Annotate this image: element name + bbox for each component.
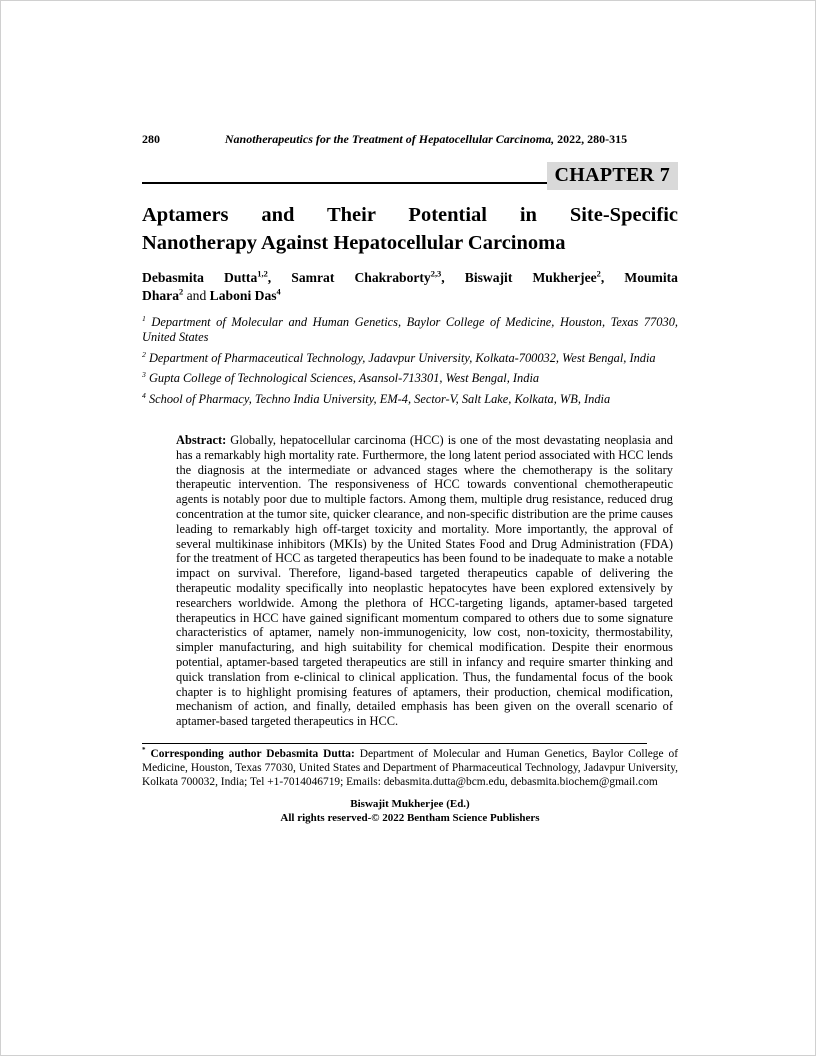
running-head <box>142 132 678 147</box>
affiliation-3: $^3$ Gupta College of Technological Sciences, Asansol-713301, West Bengal, India <box>142 370 540 386</box>
abstract: Abstract: Globally, hepatocellular carcinoma (HCC) is one of the most devastating neoplasia and has a remarkably high mortality rate. Furthermore, the long latent period associated with HCC lends the diagnosis at the intermediate or advanced stages where the chemotherapy is the solitary therapeutic intervention. The responsiveness of HCC towards conventional chemotherapeutic agents is notably poor due to multiple factors. Among them, multiple drug resistance, reduced drug concentration at the tumor site, quicker clearance, and non-specific distribution are the prime causes leading to remarkably high off-target toxicity and mortality. More importantly, the approval of several multikinase inhibitors (MKIs) by the United States Food and Drug Administration (FDA) for the treatment of HCC as targeted therapeutics has been found to be inadequate to make a notable impact on survival. Therefore, ligand-based targeted therapeutics capable of delivering the therapeutic modality specifically into neoplastic hepatocytes have been explored extensively by researchers worldwide. Among the plethora of HCC-targeting ligands, aptamer-based targeted therapeutics in HCC have gained significant momentum compared to others due to some signature characteristics of aptamer, namely non-immunogenicity, low cost, non-toxicity, thermostability, simpler manufacturing, and high suitability for chemical modification. Despite their enormous potential, aptamer-based targeted therapeutics are still in infancy and require smarter thinking and quick translation from e-clinical to clinical application. Thus, the fundamental focus of the book chapter is to highlight promising features of aptamers, their production, chemical modification, mechanism of action, and finally, detailed emphasis has been given on the overall scenario of aptamer-based targeted therapeutics in HCC. <box>176 433 673 729</box>
author-line-1: Debasmita Dutta$^{1,2}$, Samrat Chakraborty$^{2,3}$, Biswajit Mukherjee$^2$, Moumita <box>142 268 678 285</box>
chapter-badge: CHAPTER 7 <box>547 162 678 190</box>
chapter-title <box>142 201 678 257</box>
chapter-title-line-1: Aptamers and Their Potential in Site-Specific <box>142 204 678 226</box>
affiliation-4: $^4$ School of Pharmacy, Techno India University, EM-4, Sector-V, Salt Lake, Kolkata, WB, India <box>142 390 611 406</box>
running-title: Nanotherapeutics for the Treatment of Hepatocellular Carcinoma, 2022, 280-315 <box>224 132 628 146</box>
chapter-title-line-2: Nanotherapy Against Hepatocellular Carcinoma <box>142 232 566 254</box>
chapter-header-row <box>142 159 678 186</box>
corresponding-author-footnote: * Corresponding author Debasmita Dutta: Department of Molecular and Human Genetics, Baylor College of Medicine, Houston, Texas 77030, United States and Department of Pharmaceutical Technology, Jadavpur University, Kolkata 700032, India; Tel +1-7014046719; Emails: debasmita.dutta@bcm.edu, debasmita.biochem@gmail.com <box>142 746 678 789</box>
publisher-footer <box>142 797 678 826</box>
copyright-line: All rights reserved-© 2022 Bentham Science Publishers <box>280 812 540 825</box>
author-line-2: Dhara$^2$ and Laboni Das$^4$ <box>142 286 281 303</box>
affiliations <box>142 315 678 407</box>
affiliation-2: $^2$ Department of Pharmaceutical Technology, Jadavpur University, Kolkata-700032, West Bengal, India <box>142 349 656 365</box>
footnote-rule <box>142 743 647 744</box>
page-number: 280 <box>142 132 160 146</box>
page-content <box>142 1 678 826</box>
affiliation-1: $^1$ Department of Molecular and Human Genetics, Baylor College of Medicine, Houston, Texas 77030, United States <box>142 313 678 345</box>
author-list <box>142 269 678 305</box>
editor-line: Biswajit Mukherjee (Ed.) <box>350 797 470 810</box>
